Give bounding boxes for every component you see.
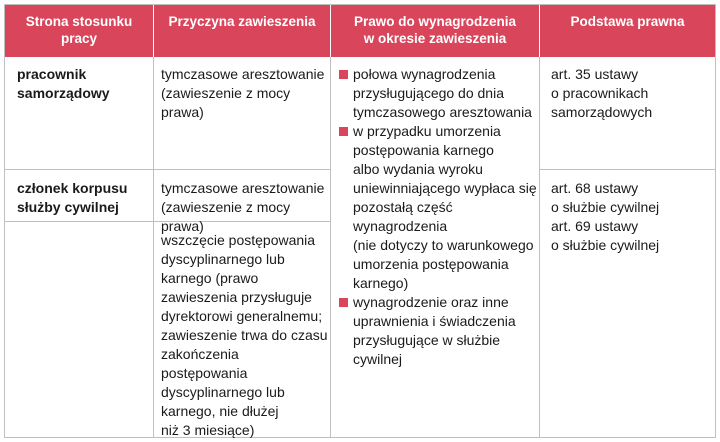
basis-samorzadowy bbox=[551, 65, 711, 122]
basis-line: o służbie cywilnej bbox=[551, 237, 660, 253]
reason-line: (zawieszenie z mocy prawa) bbox=[161, 85, 291, 120]
row-divider bbox=[5, 221, 153, 222]
basis-sluzba-cywilna bbox=[551, 179, 711, 255]
pay-line: przysługującego do dnia bbox=[353, 85, 504, 101]
header-reason bbox=[154, 5, 330, 57]
basis-line: o pracownikach bbox=[551, 85, 649, 101]
pay-line: albo wydania wyroku bbox=[353, 161, 483, 177]
column-divider bbox=[539, 57, 540, 437]
header-pay-line2: w okresie zawieszenia bbox=[363, 31, 507, 46]
reason-samorzadowy bbox=[161, 65, 329, 122]
basis-line: art. 68 ustawy bbox=[551, 180, 639, 196]
reason-line: dyscyplinarnego lub bbox=[161, 384, 285, 400]
pay-line: wynagrodzenie oraz inne bbox=[353, 294, 509, 310]
header-pay-line1: Prawo do wynagrodzenia bbox=[353, 14, 517, 29]
reason-line: tymczasowe aresztowanie bbox=[161, 180, 325, 196]
row-divider bbox=[539, 169, 716, 170]
reason-disciplinary-sluzba bbox=[161, 231, 329, 440]
pay-line: w przypadku umorzenia bbox=[353, 123, 501, 139]
reason-arrest-sluzba bbox=[161, 179, 329, 236]
party-line: służby cywilnej bbox=[17, 199, 119, 215]
bullet-square-icon bbox=[339, 127, 348, 136]
pay-line: przysługujące w służbie bbox=[353, 332, 501, 348]
basis-line: samorządowych bbox=[551, 104, 653, 120]
pay-line: uprawnienia i świadczenia bbox=[353, 313, 516, 329]
reason-line: niż 3 miesiące) bbox=[161, 422, 255, 438]
party-line: członek korpusu bbox=[17, 180, 128, 196]
reason-line: karnego (prawo bbox=[161, 270, 259, 286]
pay-line: postępowania karnego bbox=[353, 142, 494, 158]
header-basis-line1: Podstawa prawna bbox=[570, 14, 685, 29]
pay-item bbox=[339, 65, 537, 122]
reason-line: dyscyplinarnego lub bbox=[161, 251, 285, 267]
header-party-line2: pracy bbox=[60, 31, 97, 46]
party-sluzba-cywilna bbox=[17, 179, 151, 217]
header-party bbox=[5, 5, 153, 57]
pay-line: (nie dotyczy to warunkowego bbox=[353, 237, 534, 253]
pay-line: cywilnej bbox=[353, 351, 403, 367]
bullet-square-icon bbox=[339, 298, 348, 307]
pay-line: połowa wynagrodzenia bbox=[353, 66, 496, 82]
pay-line: karnego) bbox=[353, 275, 409, 291]
reason-line: zawieszenia przysługuje bbox=[161, 289, 312, 305]
reason-line: tymczasowe aresztowanie bbox=[161, 66, 325, 82]
basis-line: art. 35 ustawy bbox=[551, 66, 639, 82]
basis-line: art. 69 ustawy bbox=[551, 218, 639, 234]
pay-line: uniewinniającego wypłaca się bbox=[353, 180, 537, 196]
reason-line: zakończenia postępowania bbox=[161, 346, 248, 381]
pay-line: umorzenia postępowania bbox=[353, 256, 509, 272]
basis-line: o służbie cywilnej bbox=[551, 199, 660, 215]
row-divider bbox=[5, 169, 330, 170]
party-line: pracownik bbox=[17, 66, 87, 82]
header-pay bbox=[331, 5, 539, 57]
bullet-square-icon bbox=[339, 70, 348, 79]
header-party-line1: Strona stosunku bbox=[25, 14, 133, 29]
reason-line: wszczęcie postępowania bbox=[161, 232, 316, 248]
column-divider bbox=[330, 57, 331, 437]
pay-line: tymczasowego aresztowania bbox=[353, 104, 532, 120]
party-line: samorządowy bbox=[17, 85, 110, 101]
pay-line: pozostałą część wynagrodzenia bbox=[353, 199, 453, 234]
pay-item bbox=[339, 293, 537, 369]
reason-line: dyrektorowi generalnemu; bbox=[161, 308, 323, 324]
suspension-table bbox=[4, 4, 716, 438]
column-divider bbox=[153, 57, 154, 437]
reason-line: (zawieszenie z mocy prawa) bbox=[161, 199, 291, 234]
party-samorzadowy bbox=[17, 65, 151, 103]
pay-rules bbox=[339, 65, 537, 369]
pay-item bbox=[339, 122, 537, 293]
header-reason-line1: Przyczyna zawieszenia bbox=[168, 14, 316, 29]
reason-line: karnego, nie dłużej bbox=[161, 403, 279, 419]
header-basis bbox=[540, 5, 715, 57]
reason-line: zawieszenie trwa do czasu bbox=[161, 327, 328, 343]
